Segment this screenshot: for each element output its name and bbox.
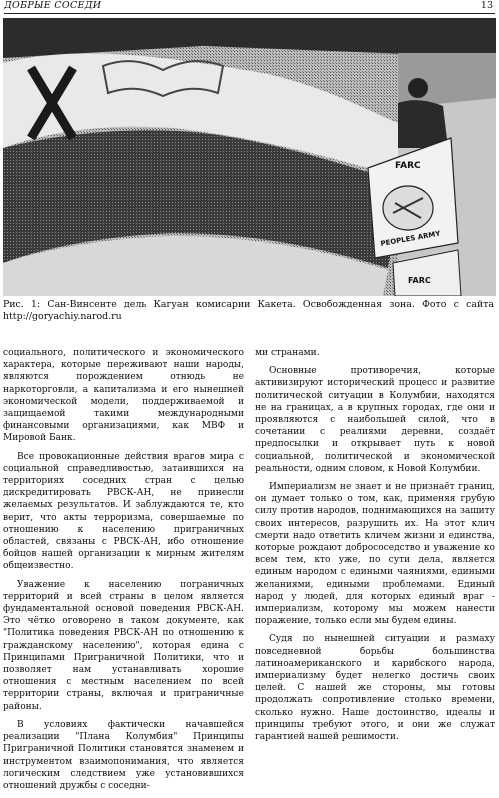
photo-flag-rally — [3, 18, 496, 296]
paragraph: Все провокационные действия врагов мира с социальной справедливостью, затаившихся на территориях соседних стран с целью дискредитировать РВСК-АН, не принесли желаемых результатов. И заблуждаются те, кто верит, что акты терроризма, совершаемые по отношению к населению приграничных областей, связаны с РВСК-АН, ибо отношение бойцов нашей организации к мирным жителям общеизвестно. — [3, 451, 244, 572]
left-column — [3, 347, 244, 798]
figure-caption: Рис. 1: Сан-Винсенте дель Кагуан комисарии Какета. Освобожденная зона. Фото с сайта http://goryachiy.narod.ru — [3, 299, 494, 322]
right-column — [255, 347, 495, 749]
paragraph: ми странами. — [255, 348, 320, 358]
person-body — [398, 100, 448, 148]
paragraph: Империализм не знает и не признаёт границ, он думает только о том, как, применяя грубую силу против народов, поднимающихся на защиту своих интересов, разрушить их. На этот клич смерти надо ответить кличем жизни и единства, которые рождают добрососедство и уважение ко всем тем, кто уже, по сути дела, является единым народом с едиными чаяниями, едиными желаниями, едиными проблемами. Единый народ у людей, для которых единый враг - империализм, которому мы можем нанести поражение, только если мы будем едины. — [255, 482, 495, 627]
banner-text-arc: PEOPLES ARMY — [379, 229, 441, 248]
paragraph: В условиях фактически начавшейся реализации "Плана Колумбия" Принципы Приграничной Политики становятся знаменем и инструментом взаимопонимания, что является логическим следствием уже установившихся отношений дружбы с соседни- — [3, 719, 244, 791]
paragraph: Уважение к населению пограничных территорий и всей страны в целом является фундаментальной основой поведения РВСК-АН. Это чётко оговорено в таком документе, как "Политика поведения РВСК-АН по отношению к гражданскому населению", которая единa с Принципами Приграничной Политики, что и позволяет нам устанавливать хорошие отношения с местным населением по всей территории страны, включая и приграничные районы. — [3, 579, 244, 712]
paragraph: Основные противоречия, которые активизируют исторический процесс и развитие политической ситуации в Колумбии, находятся не на границах, а в крупных городах, где они и проявляются с наибольшей силой, что в сочетании с реалиями деревни, создаёт предпосылки и открывает путь к новой социальной, политической и экономической реальности, одним словом, к Новой Колумбии. — [255, 366, 495, 474]
running-title: ДОБРЫЕ СОСЕДИ — [4, 0, 102, 11]
paragraph: социального, политического и экономического характера, которые переживают наши народы, являются порождением отнюдь не наркоторговли, а капитализма и его нынешней экономической модели, поддерживаемой и защищаемой такими международными финансовыми организациями, как МВФ и Мировой Банк. — [3, 348, 244, 444]
paragraph: Судя по нынешней ситуации и размаху повседневной борьбы большинства латиноамериканского и карибского народа, империализму будет нелегко достичь своих целей. С нашей же стороны, мы готовы продолжать сопротивление столько времени, сколько нужно. Наше достоинство, идеалы и принципы требуют этого, и они же служат гарантией нашей решимости. — [255, 634, 495, 743]
banner-emblem — [383, 186, 433, 230]
page-number: 13 — [480, 0, 493, 11]
person-head — [408, 78, 428, 98]
running-header — [4, 0, 495, 14]
banner-text-bottom: FARC — [408, 276, 431, 285]
banner-text-top: FARC — [395, 161, 421, 171]
photo-illustration — [3, 18, 496, 296]
